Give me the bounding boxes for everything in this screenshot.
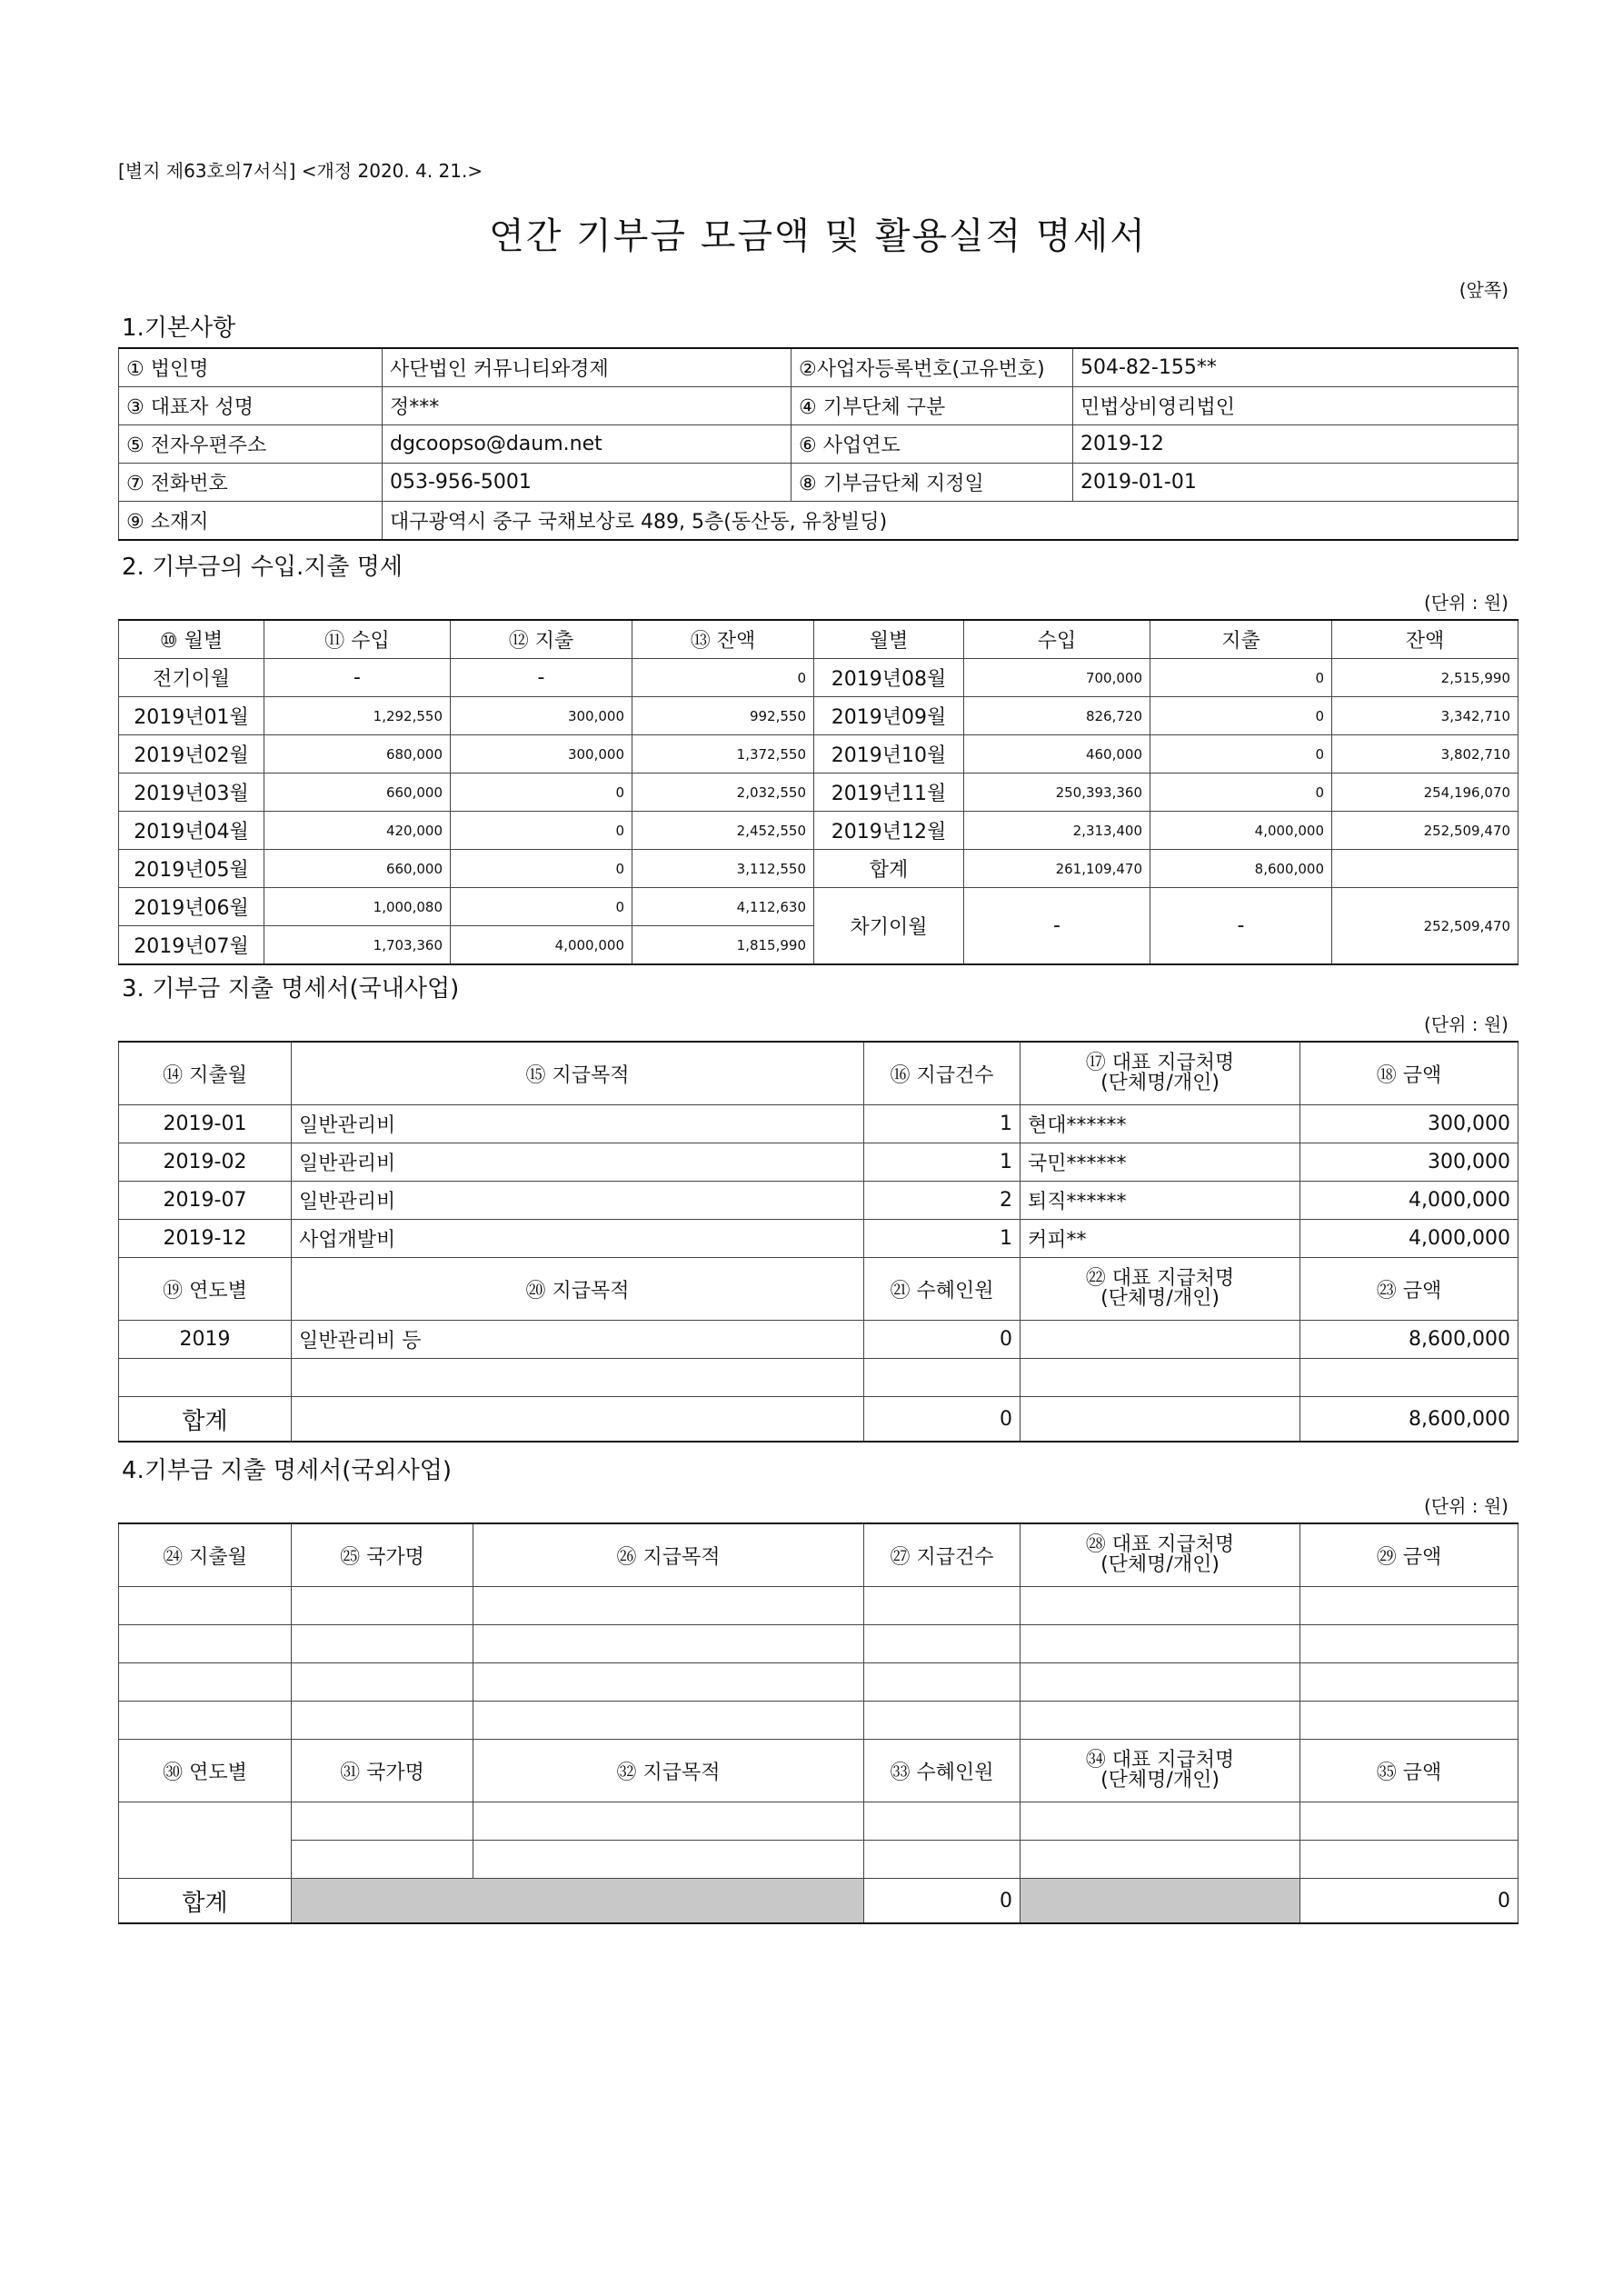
field-value: dgcoopso@daum.net xyxy=(383,425,792,464)
table-header-row xyxy=(119,1740,1518,1802)
column-header: ⑬ 잔액 xyxy=(632,620,814,659)
column-header: ㉑ 수혜인원 xyxy=(864,1258,1021,1321)
month-cell: 2019년02월 xyxy=(119,735,264,774)
column-header xyxy=(1021,1740,1300,1802)
field-label: ②사업자등록번호(고유번호) xyxy=(792,348,1073,387)
payee-cell: 국민****** xyxy=(1021,1143,1300,1182)
unit-label: (단위 : 원) xyxy=(1423,1495,1508,1517)
balance-cell: 3,112,550 xyxy=(632,850,814,888)
shaded-cell xyxy=(1021,1879,1300,1924)
table-row xyxy=(119,425,1518,464)
basic-info-table xyxy=(118,347,1518,541)
income-cell: 1,000,080 xyxy=(264,888,451,926)
month-cell: 2019년10월 xyxy=(814,735,964,774)
table-row-empty xyxy=(119,1841,1518,1879)
empty-cell xyxy=(292,1625,473,1663)
income-expense-table xyxy=(118,619,1518,965)
income-cell: 700,000 xyxy=(964,659,1150,697)
field-label: ⑥ 사업연도 xyxy=(792,425,1073,464)
table-row xyxy=(119,348,1518,387)
balance-cell: 1,815,990 xyxy=(632,926,814,965)
month-cell: 2019년06월 xyxy=(119,888,264,926)
empty-cell xyxy=(292,1802,473,1841)
total-people: 0 xyxy=(864,1397,1021,1442)
month-cell: 2019년09월 xyxy=(814,697,964,735)
income-cell: 2,313,400 xyxy=(964,812,1150,850)
amount-cell: 300,000 xyxy=(1300,1143,1518,1182)
total-row xyxy=(119,1879,1518,1924)
carry-over-expense: - xyxy=(1150,888,1332,965)
amount-cell: 4,000,000 xyxy=(1300,1182,1518,1220)
table-row xyxy=(119,888,1518,926)
column-header: ⑮ 지급목적 xyxy=(292,1042,864,1105)
payee-cell xyxy=(1021,1321,1300,1359)
field-value: 504-82-155** xyxy=(1073,348,1518,387)
empty-cell xyxy=(119,1802,292,1879)
header-line: ⑰ 대표 지급처명 xyxy=(1085,1052,1235,1074)
table-row xyxy=(119,659,1518,697)
expense-cell: 0 xyxy=(451,888,632,926)
balance-cell: 1,372,550 xyxy=(632,735,814,774)
year-cell: 2019 xyxy=(119,1321,292,1359)
month-cell: 2019-01 xyxy=(119,1105,292,1143)
table-row xyxy=(119,1220,1518,1258)
expense-cell: 4,000,000 xyxy=(451,926,632,965)
month-cell: 2019-12 xyxy=(119,1220,292,1258)
header-line: (단체명/개인) xyxy=(1100,1287,1220,1310)
table-row-empty xyxy=(119,1625,1518,1663)
empty-cell xyxy=(1021,1802,1300,1841)
empty-cell xyxy=(864,1625,1021,1663)
field-label: ① 법인명 xyxy=(119,348,383,387)
empty-cell xyxy=(1300,1359,1518,1397)
foreign-expense-section xyxy=(118,1452,1518,1924)
balance-cell: 992,550 xyxy=(632,697,814,735)
column-header xyxy=(1021,1258,1300,1321)
column-header: ㉚ 연도별 xyxy=(119,1740,292,1802)
empty-cell xyxy=(1021,1625,1300,1663)
income-cell: 460,000 xyxy=(964,735,1150,774)
empty-cell xyxy=(864,1841,1021,1879)
expense-cell: 300,000 xyxy=(451,697,632,735)
payee-cell: 커피** xyxy=(1021,1220,1300,1258)
column-header: ⑪ 수입 xyxy=(264,620,451,659)
expense-cell: 0 xyxy=(451,850,632,888)
table-header-row xyxy=(119,1258,1518,1321)
empty-cell xyxy=(864,1663,1021,1702)
empty-cell xyxy=(1300,1587,1518,1625)
field-value: 민법상비영리법인 xyxy=(1073,387,1518,425)
purpose-cell: 일반관리비 xyxy=(292,1182,864,1220)
income-expense-section xyxy=(118,548,1518,965)
empty-cell xyxy=(473,1625,864,1663)
purpose-cell: 일반관리비 xyxy=(292,1105,864,1143)
empty-cell xyxy=(1300,1802,1518,1841)
count-cell: 2 xyxy=(864,1182,1021,1220)
total-people: 0 xyxy=(864,1879,1021,1924)
field-value: 053-956-5001 xyxy=(383,464,792,502)
month-cell: 2019-02 xyxy=(119,1143,292,1182)
section-title: 4.기부금 지출 명세서(국외사업) xyxy=(122,1457,453,1484)
expense-cell: - xyxy=(451,659,632,697)
month-cell: 2019년08월 xyxy=(814,659,964,697)
balance-cell: 254,196,070 xyxy=(1332,774,1518,812)
column-header: ㉜ 지급목적 xyxy=(473,1740,864,1802)
empty-cell xyxy=(1300,1625,1518,1663)
domestic-expense-section xyxy=(118,970,1518,1442)
income-cell: - xyxy=(264,659,451,697)
carry-over-balance: 252,509,470 xyxy=(1332,888,1518,965)
field-value: 2019-01-01 xyxy=(1073,464,1518,502)
empty-cell xyxy=(292,1359,864,1397)
table-row xyxy=(119,1321,1518,1359)
total-label-cell: 합계 xyxy=(814,850,964,888)
column-header: ⑭ 지출월 xyxy=(119,1042,292,1105)
income-cell: 1,703,360 xyxy=(264,926,451,965)
total-row xyxy=(119,1397,1518,1442)
amount-cell: 4,000,000 xyxy=(1300,1220,1518,1258)
field-label: ④ 기부단체 구분 xyxy=(792,387,1073,425)
expense-cell: 0 xyxy=(451,812,632,850)
purpose-cell: 사업개발비 xyxy=(292,1220,864,1258)
income-cell: 420,000 xyxy=(264,812,451,850)
header-line: ㉞ 대표 지급처명 xyxy=(1085,1749,1235,1772)
month-cell: 2019년11월 xyxy=(814,774,964,812)
empty-cell xyxy=(1021,1397,1300,1442)
column-header: ⑩ 월별 xyxy=(119,620,264,659)
table-row xyxy=(119,1182,1518,1220)
count-cell: 1 xyxy=(864,1143,1021,1182)
empty-cell xyxy=(864,1359,1021,1397)
table-row xyxy=(119,464,1518,502)
balance-cell: 2,452,550 xyxy=(632,812,814,850)
column-header: ㉝ 수혜인원 xyxy=(864,1740,1021,1802)
table-header-row xyxy=(119,620,1518,659)
month-cell: 2019년12월 xyxy=(814,812,964,850)
income-cell: 826,720 xyxy=(964,697,1150,735)
month-cell: 전기이월 xyxy=(119,659,264,697)
column-header xyxy=(1021,1523,1300,1587)
column-header: ㉛ 국가명 xyxy=(292,1740,473,1802)
balance-cell: 3,802,710 xyxy=(1332,735,1518,774)
column-header: 수입 xyxy=(964,620,1150,659)
foreign-expense-table xyxy=(118,1522,1518,1924)
balance-cell: 0 xyxy=(632,659,814,697)
table-row xyxy=(119,502,1518,541)
column-header: ⑲ 연도별 xyxy=(119,1258,292,1321)
field-value: 정*** xyxy=(383,387,792,425)
table-row xyxy=(119,850,1518,888)
table-row xyxy=(119,1105,1518,1143)
balance-cell: 4,112,630 xyxy=(632,888,814,926)
total-amount: 8,600,000 xyxy=(1300,1397,1518,1442)
total-amount: 0 xyxy=(1300,1879,1518,1924)
income-cell: 660,000 xyxy=(264,850,451,888)
expense-cell: 0 xyxy=(451,774,632,812)
empty-cell xyxy=(119,1587,292,1625)
table-header-row xyxy=(119,1523,1518,1587)
empty-cell xyxy=(473,1841,864,1879)
count-cell: 1 xyxy=(864,1105,1021,1143)
count-cell: 1 xyxy=(864,1220,1021,1258)
expense-total-cell: 8,600,000 xyxy=(1150,850,1332,888)
people-cell: 0 xyxy=(864,1321,1021,1359)
empty-cell xyxy=(1021,1663,1300,1702)
table-row xyxy=(119,774,1518,812)
shaded-cell xyxy=(292,1879,864,1924)
empty-cell xyxy=(473,1802,864,1841)
column-header: ㉙ 금액 xyxy=(1300,1523,1518,1587)
balance-cell xyxy=(1332,850,1518,888)
page-side-label: (앞쪽) xyxy=(1459,279,1508,301)
table-row xyxy=(119,735,1518,774)
column-header: ⑫ 지출 xyxy=(451,620,632,659)
empty-cell xyxy=(292,1587,473,1625)
column-header: ㉖ 지급목적 xyxy=(473,1523,864,1587)
month-cell: 2019년05월 xyxy=(119,850,264,888)
empty-cell xyxy=(473,1702,864,1740)
column-header: ⑱ 금액 xyxy=(1300,1042,1518,1105)
total-label: 합계 xyxy=(119,1879,292,1924)
section-title: 1.기본사항 xyxy=(122,314,236,342)
field-value: 2019-12 xyxy=(1073,425,1518,464)
amount-cell: 300,000 xyxy=(1300,1105,1518,1143)
column-header: ㉟ 금액 xyxy=(1300,1740,1518,1802)
empty-cell xyxy=(292,1841,473,1879)
income-cell: 1,292,550 xyxy=(264,697,451,735)
expense-cell: 300,000 xyxy=(451,735,632,774)
month-cell: 2019-07 xyxy=(119,1182,292,1220)
amount-cell: 8,600,000 xyxy=(1300,1321,1518,1359)
header-line: (단체명/개인) xyxy=(1100,1553,1220,1576)
column-header: ㉓ 금액 xyxy=(1300,1258,1518,1321)
table-row-empty xyxy=(119,1359,1518,1397)
table-row xyxy=(119,697,1518,735)
unit-label: (단위 : 원) xyxy=(1423,1013,1508,1035)
header-line: ㉒ 대표 지급처명 xyxy=(1085,1267,1235,1290)
empty-cell xyxy=(292,1663,473,1702)
field-value: 대구광역시 중구 국채보상로 489, 5층(동산동, 유창빌딩) xyxy=(383,502,1518,541)
purpose-cell: 일반관리비 등 xyxy=(292,1321,864,1359)
empty-cell xyxy=(1021,1359,1300,1397)
month-cell: 2019년03월 xyxy=(119,774,264,812)
section-title: 2. 기부금의 수입.지출 명세 xyxy=(122,554,403,581)
expense-cell: 0 xyxy=(1150,735,1332,774)
carry-over-label: 차기이월 xyxy=(814,888,964,965)
column-header: ㉕ 국가명 xyxy=(292,1523,473,1587)
purpose-cell: 일반관리비 xyxy=(292,1143,864,1182)
column-header: 잔액 xyxy=(1332,620,1518,659)
income-cell: 250,393,360 xyxy=(964,774,1150,812)
empty-cell xyxy=(119,1625,292,1663)
expense-cell: 0 xyxy=(1150,697,1332,735)
column-header: ⑯ 지급건수 xyxy=(864,1042,1021,1105)
header-line: (단체명/개인) xyxy=(1100,1072,1220,1094)
empty-cell xyxy=(292,1397,864,1442)
expense-cell: 0 xyxy=(1150,774,1332,812)
empty-cell xyxy=(864,1702,1021,1740)
table-row xyxy=(119,1143,1518,1182)
domestic-expense-table xyxy=(118,1041,1518,1442)
month-cell: 2019년04월 xyxy=(119,812,264,850)
month-cell: 2019년01월 xyxy=(119,697,264,735)
expense-cell: 4,000,000 xyxy=(1150,812,1332,850)
empty-cell xyxy=(864,1587,1021,1625)
basic-info-section xyxy=(118,309,1518,541)
empty-cell xyxy=(473,1663,864,1702)
balance-cell: 3,342,710 xyxy=(1332,697,1518,735)
table-row-empty xyxy=(119,1802,1518,1841)
column-header: 월별 xyxy=(814,620,964,659)
empty-cell xyxy=(119,1702,292,1740)
form-number: [별지 제63호의7서식] <개정 2020. 4. 21.> xyxy=(118,160,483,182)
balance-cell: 2,515,990 xyxy=(1332,659,1518,697)
table-row-empty xyxy=(119,1587,1518,1625)
expense-cell: 0 xyxy=(1150,659,1332,697)
payee-cell: 현대****** xyxy=(1021,1105,1300,1143)
empty-cell xyxy=(1021,1702,1300,1740)
field-label: ⑨ 소재지 xyxy=(119,502,383,541)
empty-cell xyxy=(1300,1702,1518,1740)
empty-cell xyxy=(119,1359,292,1397)
empty-cell xyxy=(292,1702,473,1740)
table-row xyxy=(119,812,1518,850)
income-cell: 680,000 xyxy=(264,735,451,774)
total-label: 합계 xyxy=(119,1397,292,1442)
table-row-empty xyxy=(119,1663,1518,1702)
table-row-empty xyxy=(119,1702,1518,1740)
field-label: ③ 대표자 성명 xyxy=(119,387,383,425)
field-value: 사단법인 커뮤니티와경제 xyxy=(383,348,792,387)
balance-cell: 252,509,470 xyxy=(1332,812,1518,850)
field-label: ⑦ 전화번호 xyxy=(119,464,383,502)
unit-label: (단위 : 원) xyxy=(1423,592,1508,614)
section-title: 3. 기부금 지출 명세서(국내사업) xyxy=(122,975,460,1003)
income-cell: 660,000 xyxy=(264,774,451,812)
header-line: (단체명/개인) xyxy=(1100,1769,1220,1792)
table-header-row xyxy=(119,1042,1518,1105)
field-label: ⑤ 전자우편주소 xyxy=(119,425,383,464)
empty-cell xyxy=(864,1802,1021,1841)
column-header: ㉔ 지출월 xyxy=(119,1523,292,1587)
empty-cell xyxy=(119,1663,292,1702)
payee-cell: 퇴직****** xyxy=(1021,1182,1300,1220)
empty-cell xyxy=(473,1587,864,1625)
header-line: ㉘ 대표 지급처명 xyxy=(1085,1533,1235,1556)
empty-cell xyxy=(1300,1841,1518,1879)
column-header: 지출 xyxy=(1150,620,1332,659)
column-header xyxy=(1021,1042,1300,1105)
carry-over-income: - xyxy=(964,888,1150,965)
document-title: 연간 기부금 모금액 및 활용실적 명세서 xyxy=(489,215,1147,257)
month-cell: 2019년07월 xyxy=(119,926,264,965)
column-header: ⑳ 지급목적 xyxy=(292,1258,864,1321)
field-label: ⑧ 기부금단체 지정일 xyxy=(792,464,1073,502)
table-row xyxy=(119,387,1518,425)
empty-cell xyxy=(1300,1663,1518,1702)
income-total-cell: 261,109,470 xyxy=(964,850,1150,888)
balance-cell: 2,032,550 xyxy=(632,774,814,812)
empty-cell xyxy=(1021,1587,1300,1625)
empty-cell xyxy=(1021,1841,1300,1879)
column-header: ㉗ 지급건수 xyxy=(864,1523,1021,1587)
